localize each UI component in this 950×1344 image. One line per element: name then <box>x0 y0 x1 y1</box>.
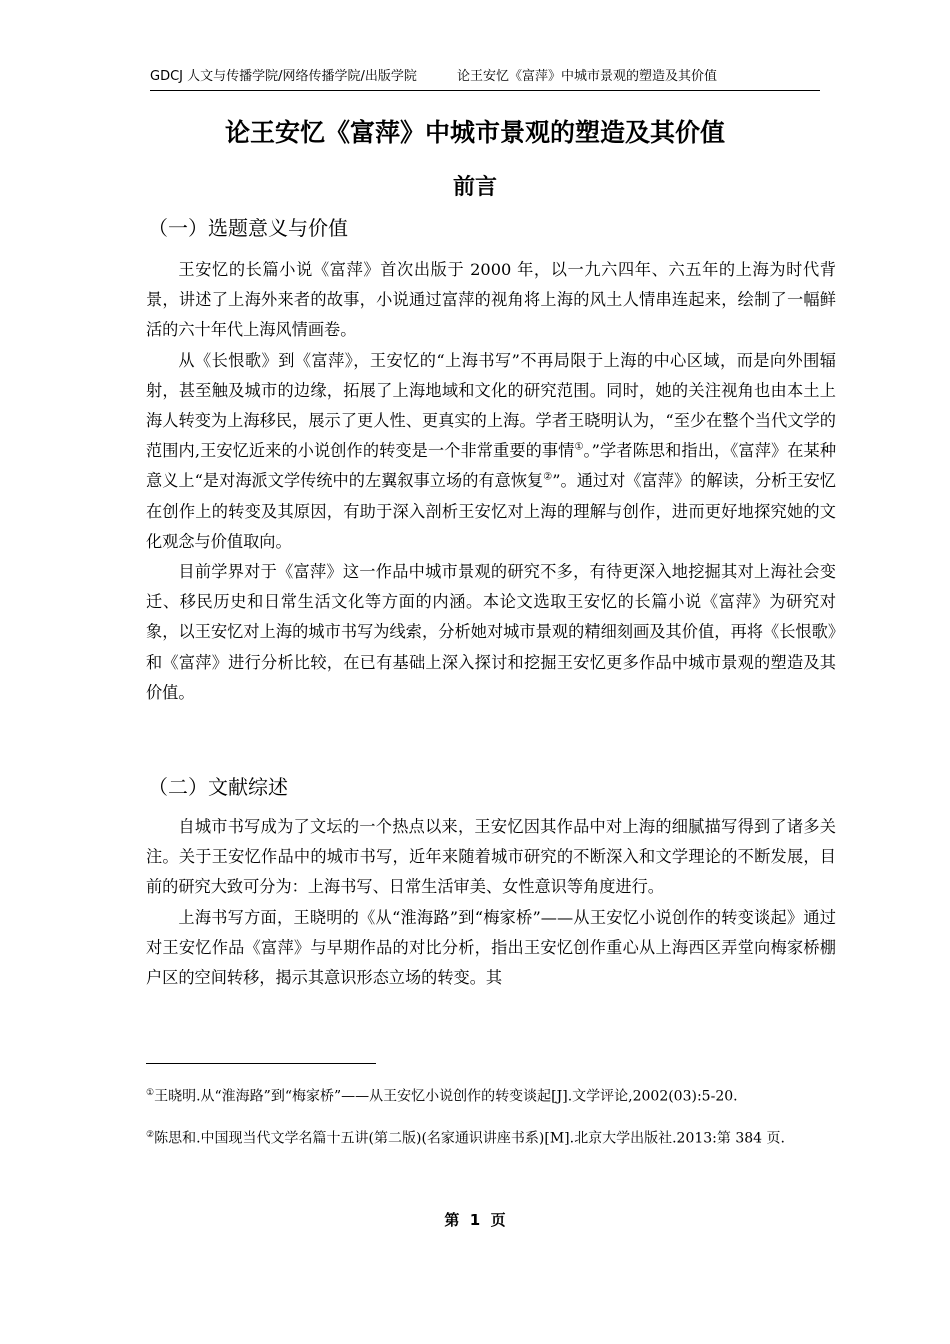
section-heading-literature-review: （二）文献综述 <box>148 775 288 799</box>
footnote-divider <box>146 1063 376 1064</box>
section-body-significance <box>146 255 836 708</box>
paper-title: 论王安忆《富萍》中城市景观的塑造及其价值 <box>224 118 725 147</box>
paragraph-text: ”。通过对《富萍》的解读，分析王安忆在创作上的转变及其原因，有助于深入剖析王安忆对上海的理解与创作，进而更好地探究她的文化观念与价值取向。 <box>146 471 836 551</box>
running-header <box>150 68 820 91</box>
paragraph-text: 从《长恨歌》到《富萍》，王安忆的“上海书写”不再局限于上海的中心区域，而是向外围辐射，甚至触及城市的边缘，拓展了上海地域和文化的研究范围。同时，她的关注视角也由本土上海人转变为上海移民，展示了更人性、更真实的上海。学者王晓明认为，“至少在整个当代文学的范围内,王安忆近来的小说创作的转变是一个非常重要的事情 <box>146 350 836 461</box>
footnote-marker: ② <box>543 472 553 484</box>
page-number: 第 1 页 <box>444 1211 506 1229</box>
footnote-mark: ② <box>146 1129 155 1140</box>
header-paper-title: 论王安忆《富萍》中城市景观的塑造及其价值 <box>457 69 718 84</box>
paragraph: 王安忆的长篇小说《富萍》首次出版于 2000 年，以一九六四年、六五年的上海为时代背景，讲述了上海外来者的故事，小说通过富萍的视角将上海的风土人情串连起来，绘制了一幅鲜活的六十年代上海风情画卷。 <box>146 260 836 340</box>
footnotes <box>146 1078 836 1161</box>
section-heading-significance: （一）选题意义与价值 <box>148 216 348 240</box>
footnote <box>146 1120 836 1154</box>
paragraph: 自城市书写成为了文坛的一个热点以来，王安忆因其作品中对上海的细腻描写得到了诸多关注。关于王安忆作品中的城市书写，近年来随着城市研究的不断深入和文学理论的不断发展，目前的研究大致可分为：上海书写、日常生活审美、女性意识等角度进行。 <box>146 817 836 897</box>
paragraph <box>146 346 836 557</box>
section-body-literature-review <box>146 812 836 993</box>
paragraph: 目前学界对于《富萍》这一作品中城市景观的研究不多，有待更深入地挖掘其对上海社会变迁、移民历史和日常生活文化等方面的内涵。本论文选取王安忆的长篇小说《富萍》为研究对象，以王安忆对上海的城市书写为线索，分析她对城市景观的精细刻画及其价值，再将《长恨歌》和《富萍》进行分析比较，在已有基础上深入探讨和挖掘王安忆更多作品中城市景观的塑造及其价值。 <box>146 562 836 702</box>
footnote-text: 王晓明.从“淮海路”到“梅家桥”——从王安忆小说创作的转变谈起[J].文学评论,2002(03):5-20. <box>154 1088 738 1105</box>
footnote-marker: ① <box>574 441 584 453</box>
header-institution: GDCJ 人文与传播学院/网络传播学院/出版学院 <box>150 69 417 84</box>
footnote <box>146 1078 836 1112</box>
paragraph: 上海书写方面，王晓明的《从“淮海路”到“梅家桥”——从王安忆小说创作的转变谈起》通过对王安忆作品《富萍》与早期作品的对比分析，指出王安忆创作重心从上海西区弄堂向梅家桥棚户区的空间转移，揭示其意识形态立场的转变。其 <box>146 907 836 988</box>
footnote-mark: ① <box>146 1088 155 1098</box>
footnote-text: 陈思和.中国现当代文学名篇十五讲(第二版)(名家通识讲座书系)[M].北京大学出版社.2013:第 384 页. <box>154 1130 785 1147</box>
paragraph-text: 。”学者陈思和指出，《富萍》在某种意义上“是对海派文学传统中的左翼叙事立场的有意恢复 <box>146 441 837 491</box>
preface-heading: 前言 <box>452 175 497 200</box>
